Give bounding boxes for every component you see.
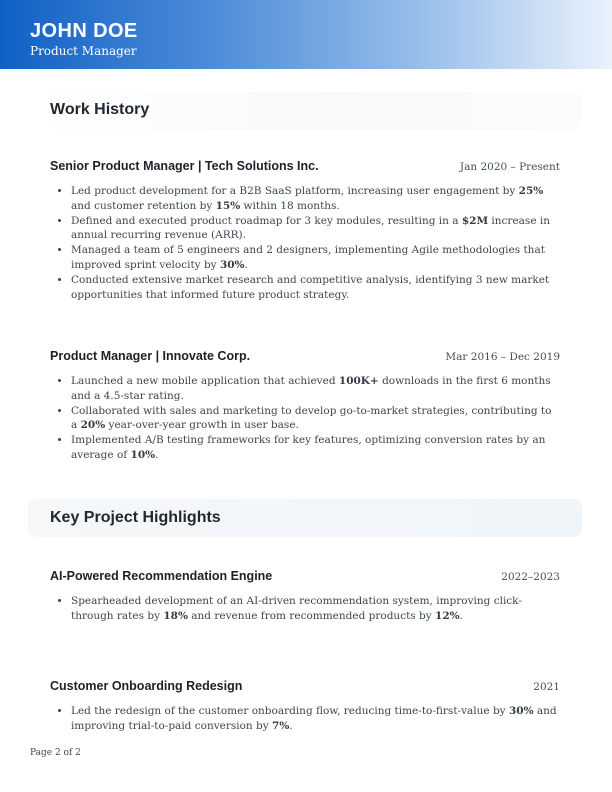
job-entry (50, 158, 560, 302)
bullet-item: • Defined and executed product roadmap for 3 key modules, resulting in a $2M increase in annual recurring revenue (ARR). (71, 214, 560, 244)
bullet-item: • Led product development for a B2B SaaS platform, increasing user engagement by 25% and customer retention by 15% within 18 months. (71, 184, 560, 214)
person-name: JOHN DOE (30, 20, 138, 42)
person-role: Product Manager (30, 44, 137, 58)
project-dates: 2022–2023 (501, 571, 560, 583)
job-dates: Mar 2016 – Dec 2019 (445, 351, 560, 363)
bullet-item: • Conducted extensive market research and competitive analysis, identifying 3 new market opportunities that informed future product strategy. (71, 273, 560, 303)
key-projects-section-title: Key Project Highlights (50, 509, 221, 526)
project-title: AI-Powered Recommendation Engine (50, 569, 273, 583)
project-bullet-list (50, 704, 560, 734)
job-bullet-list (50, 184, 560, 302)
job-entry-header (50, 348, 560, 364)
job-dates: Jan 2020 – Present (459, 161, 560, 173)
project-entry-header (50, 568, 560, 584)
job-entry (50, 348, 560, 463)
project-title: Customer Onboarding Redesign (50, 679, 243, 693)
work-history-section-title: Work History (50, 101, 150, 118)
project-entry-header (50, 678, 560, 694)
project-entry (50, 568, 560, 624)
job-title: Senior Product Manager | Tech Solutions Inc. (50, 159, 319, 173)
bullet-item: • Spearheaded development of an AI-driven recommendation system, improving click-through rates by 18% and revenue from recommended products by 12%. (71, 594, 560, 624)
project-bullet-list (50, 594, 560, 624)
project-dates: 2021 (533, 681, 560, 693)
bullet-item: • Led the redesign of the customer onboarding flow, reducing time-to-first-value by 30% and improving trial-to-paid conversion by 7%. (71, 704, 560, 734)
job-entry-header (50, 158, 560, 174)
job-bullet-list (50, 374, 560, 463)
page-number-label: Page 2 of 2 (30, 748, 81, 758)
bullet-item: • Implemented A/B testing frameworks for key features, optimizing conversion rates by an average of 10%. (71, 433, 560, 463)
bullet-item: • Launched a new mobile application that achieved 100K+ downloads in the first 6 months and a 4.5-star rating. (71, 374, 560, 404)
project-entry (50, 678, 560, 734)
header-band (0, 0, 612, 69)
bullet-item: • Managed a team of 5 engineers and 2 designers, implementing Agile methodologies that improved sprint velocity by 30%. (71, 243, 560, 273)
bullet-item: • Collaborated with sales and marketing to develop go-to-market strategies, contributing to a 20% year-over-year growth in user base. (71, 404, 560, 434)
job-title: Product Manager | Innovate Corp. (50, 349, 251, 363)
